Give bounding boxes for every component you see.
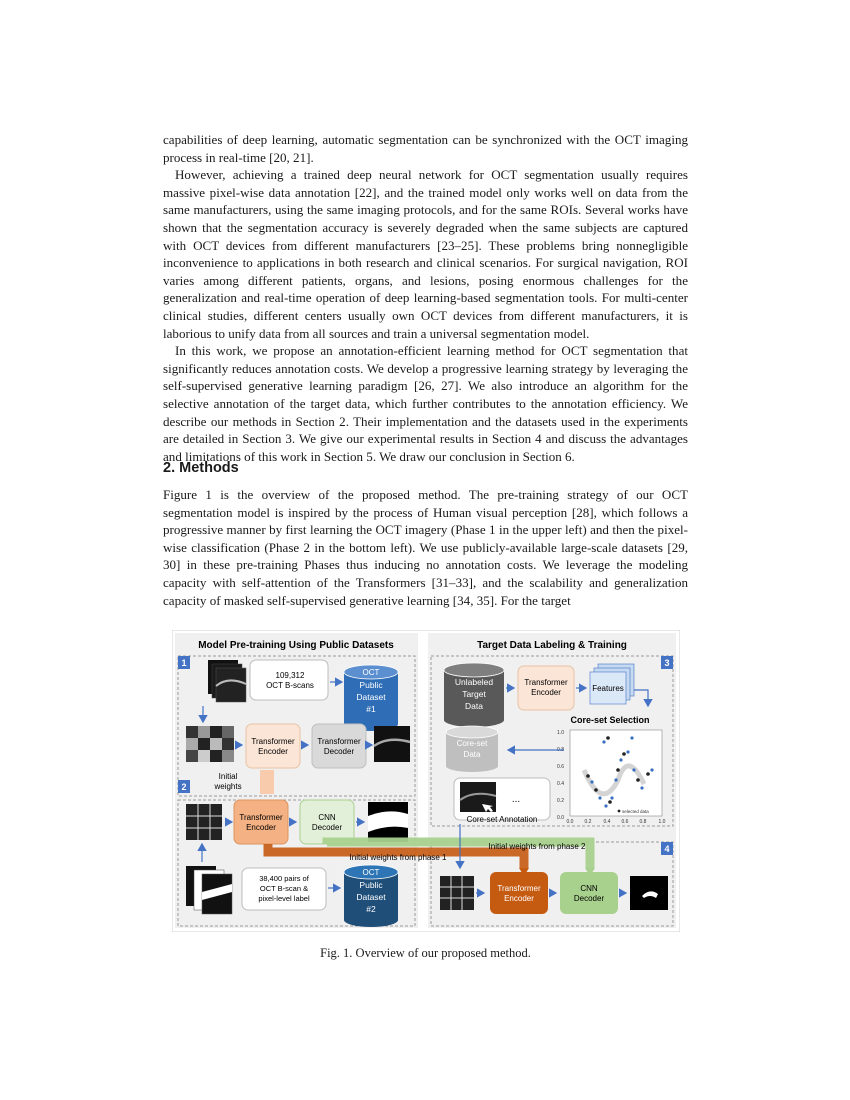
oct-bscan-stack-1: [208, 660, 246, 702]
figure-1: [172, 630, 680, 932]
right-panel-title: Target Data Labeling & Training: [477, 640, 627, 651]
phase2-segmentation-mask: [368, 802, 408, 842]
phase1-transformer-encoder: [246, 724, 300, 768]
dataset-2-l3: Dataset: [356, 892, 386, 902]
dataset-1-l1: OCT: [362, 668, 380, 677]
intro-paragraph-2: However, achieving a trained deep neural network for OCT segmentation usually requires massive pixel-wise data annotation [22], and the trained model only works well on data from the same manufacturers, using the same imaging protocols, and for the same ROIs. Several works have shown that the segmentation accuracy is severely degraded when the same subjects are captured with OCT devices from different manufacturers [23–25]. These problems bring nonnegligible inconvenience to applications in both research and clinical scenarios. For surgical navigation, ROI varies among different patients, organs, and lesions, posing enormous challenges for the generalization and real-time operation of deep learning-based segmentation tools. For multi-center clinical studies, different centers usually own OCT devices from different manufacturers, it is laborious to unify data from all sources and train a universal segmentation model.: [163, 167, 688, 341]
coreset-annotation-label: Core-set Annotation: [466, 815, 538, 824]
scatter-legend: selected data: [622, 809, 649, 814]
dataset-2-count: 38,400 pairs of: [259, 874, 309, 883]
dataset-1-count: 109,312: [275, 671, 305, 680]
coreset-scatter-plot: [557, 730, 666, 825]
scatter-ytick-0.6: 0.6: [557, 764, 564, 770]
section-title: 2. Methods: [163, 460, 239, 476]
scatter-xtick-0.4: 0.4: [603, 819, 611, 825]
annotation-ellipsis: ...: [511, 794, 521, 805]
scatter-ytick-0.0: 0.0: [557, 815, 564, 821]
phase2-encoder-l2: Encoder: [246, 823, 276, 832]
scatter-xtick-0.2: 0.2: [584, 819, 592, 825]
phase2-encoder-l1: Transformer: [239, 813, 283, 822]
annotation-bscan: [460, 782, 496, 812]
methods-paragraph: Figure 1 is the overview of the proposed method. The pre-training strategy of our OCT segmentation model is inspired by the process of Human visual perception [28], which follows a progressive manner by first learning the OCT imagery (Phase 1 in the upper left) and then the pixel-wise classification (Phase 2 in the bottom left). We use publicly-available large-scale datasets [29, 30] in these pre-training Phases thus inducing no annotation costs. We leverage the modeling capacity with self-attention of the Transformers [31–33], and the scalability and generalization capacity of masked self-supervised generative learning [34, 35]. For the target: [163, 487, 688, 608]
dataset-1-l2: Public: [359, 680, 383, 690]
phase1-encoder-l1: Transformer: [251, 737, 295, 746]
phase2-cnn-l2: Decoder: [311, 823, 343, 832]
dataset-2-l1: OCT: [362, 868, 380, 877]
phase4-cnn-l1: CNN: [580, 884, 598, 893]
unlabeled-l1: Unlabeled: [454, 677, 494, 687]
initial-weights-l2: weights: [214, 782, 242, 791]
phase1-decoder-l1: Transformer: [317, 737, 361, 746]
phase4-segmentation-mask: [630, 876, 668, 910]
scatter-ytick-0.8: 0.8: [557, 747, 564, 753]
masked-patch-grid: [186, 726, 234, 762]
figure-caption: Fig. 1. Overview of our proposed method.: [320, 946, 531, 960]
scatter-xtick-1.0: 1.0: [658, 819, 666, 825]
phase4-cnn-decoder: [560, 872, 618, 914]
badge-1-label: 1: [181, 658, 187, 668]
dataset-1-callout: [250, 660, 328, 700]
weights-phase2-label: Initial weights from phase 2: [488, 842, 586, 851]
intro-text: [163, 131, 688, 465]
coreset-selection-title: Core-set Selection: [570, 715, 650, 725]
left-panel-title: Model Pre-training Using Public Datasets: [198, 640, 394, 651]
phase3-encoder-l1: Transformer: [524, 678, 568, 687]
dataset-2-l4: #2: [366, 904, 376, 914]
unlabeled-l3: Data: [465, 701, 483, 711]
badge-2-label: 2: [181, 782, 187, 792]
dataset-1-desc: OCT B-scans: [266, 681, 314, 690]
intro-paragraph-3: In this work, we propose an annotation-efficient learning method for OCT segmentation that significantly reduces annotation costs. We develop a progressive learning strategy by leveraging the self-supervised generative learning paradigm [26, 27]. We also introduce an algorithm for the selective annotation of the target data, which further contributes to the annotation efficiency. We describe our methods in Section 2. Their implementation and the datasets used in the experiments are detailed in Section 3. We give our experimental results in Section 4 and discuss the advantages and limitations of this work in Section 5. We draw our conclusion in Section 6.: [163, 343, 688, 464]
dataset-2-desc1: OCT B-scan &: [259, 884, 309, 893]
badge-4-label: 4: [664, 844, 670, 854]
weights-phase1-label: Initial weights from phase 1: [349, 853, 447, 862]
scatter-ytick-0.4: 0.4: [557, 781, 564, 787]
phase4-transformer-encoder: [490, 872, 548, 914]
phase1-encoder-l2: Encoder: [258, 747, 288, 756]
dataset-1-l4: #1: [366, 704, 376, 714]
scatter-ytick-0.2: 0.2: [557, 798, 564, 804]
phase4-encoder-l1: Transformer: [497, 884, 541, 893]
phase3-encoder-l2: Encoder: [531, 688, 561, 697]
phase4-patch-grid: [440, 876, 474, 910]
dataset-1-l3: Dataset: [356, 692, 386, 702]
dataset-2-l2: Public: [359, 880, 383, 890]
scatter-xtick-0.0: 0.0: [566, 819, 574, 825]
phase1-decoder-l2: Decoder: [323, 747, 355, 756]
intro-paragraph-1: capabilities of deep learning, automatic segmentation can be synchronized with the OCT imaging process in real-time [20, 21].: [163, 132, 688, 165]
unlabeled-l2: Target: [462, 689, 486, 699]
initial-weights-l1: Initial: [218, 772, 238, 781]
scatter-xtick-0.6: 0.6: [621, 819, 629, 825]
phase2-cnn-l1: CNN: [318, 813, 336, 822]
methods-text: [163, 486, 688, 609]
scatter-ytick-1.0: 1.0: [557, 730, 564, 736]
weights-transfer-1-2: [260, 770, 274, 794]
coreset-data-l2: Data: [463, 750, 481, 759]
phase2-cnn-decoder: [300, 800, 354, 844]
dataset-2-desc2: pixel-level label: [258, 894, 310, 903]
phase4-encoder-l2: Encoder: [504, 894, 534, 903]
phase4-cnn-l2: Decoder: [573, 894, 605, 903]
badge-3-label: 3: [664, 658, 670, 668]
coreset-data-l1: Core-set: [456, 739, 488, 748]
phase2-transformer-encoder: [234, 800, 288, 844]
reconstructed-bscan: [374, 726, 410, 762]
coreset-data-cylinder: [446, 726, 498, 772]
phase2-patch-grid: [186, 804, 222, 840]
scatter-xtick-0.8: 0.8: [639, 819, 647, 825]
overview-diagram: [172, 630, 680, 932]
features-label: Features: [592, 684, 624, 693]
phase1-transformer-decoder: [312, 724, 366, 768]
